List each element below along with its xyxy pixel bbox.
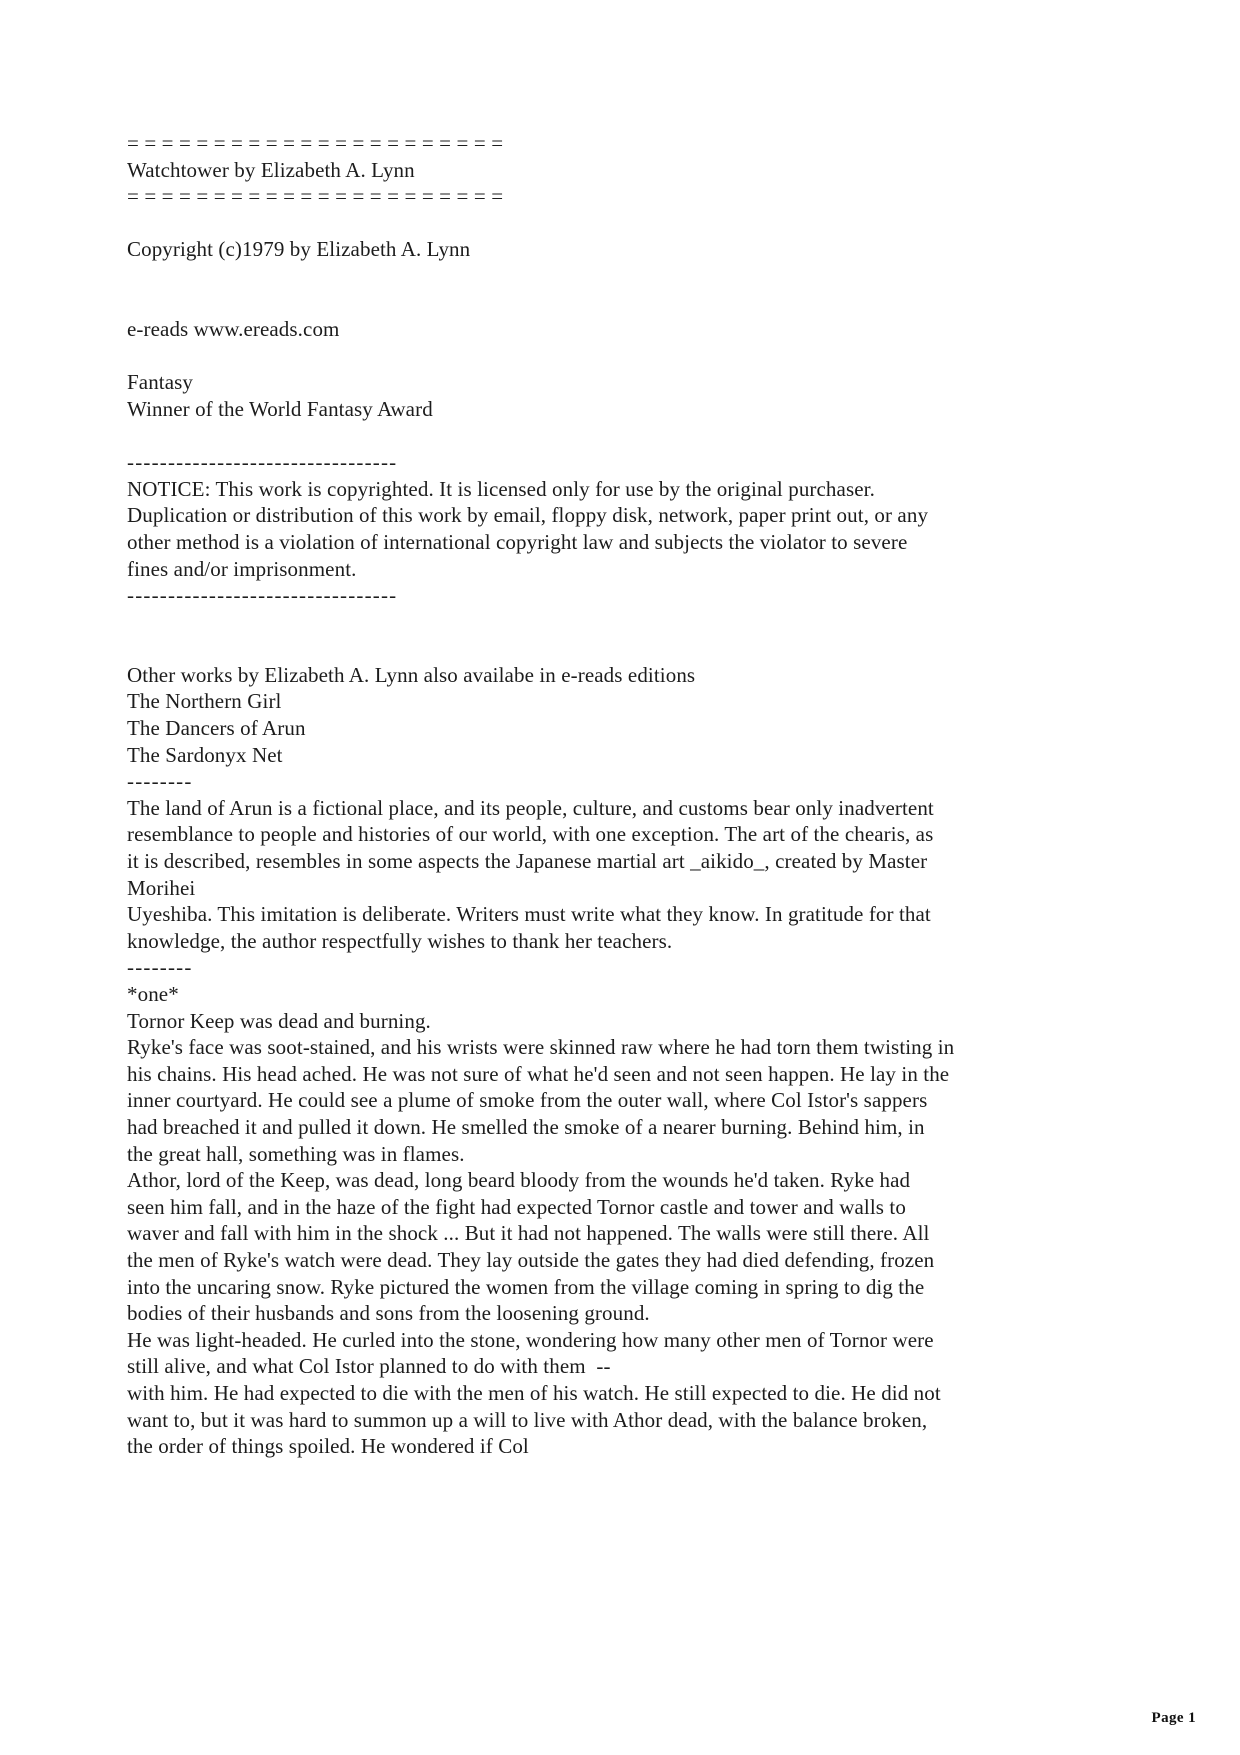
separator-line: ====================== <box>127 184 509 209</box>
text-line <box>127 609 1200 636</box>
separator-line: --------------------------------- <box>127 583 398 608</box>
text-line: The Sardonyx Net <box>127 742 283 767</box>
text-line <box>127 423 1200 450</box>
text-line <box>127 263 1200 290</box>
text-line: The Northern Girl <box>127 689 282 714</box>
text-line <box>127 635 1200 662</box>
document-text <box>127 130 1200 1460</box>
text-line <box>127 210 1200 237</box>
text-line: bodies of their husbands and sons from the loosening ground. <box>127 1301 650 1326</box>
text-line: inner courtyard. He could see a plume of smoke from the outer wall, where Col Istor's sappers <box>127 1088 928 1113</box>
text-line: Morihei <box>127 875 196 900</box>
text-line <box>127 290 1200 317</box>
separator-line: -------- <box>127 769 193 794</box>
text-line: Watchtower by Elizabeth A. Lynn <box>127 157 415 182</box>
text-line: The land of Arun is a fictional place, and its people, culture, and customs bear only inadvertent <box>127 795 934 820</box>
text-line: *one* <box>127 982 179 1006</box>
page-number: Page 1 <box>1151 1710 1196 1726</box>
text-line <box>127 343 1200 370</box>
text-line: He was light-headed. He curled into the stone, wondering how many other men of Tornor were <box>127 1327 934 1352</box>
text-line: Fantasy <box>127 370 194 395</box>
text-line: resemblance to people and histories of our world, with one exception. The art of the chearis, as <box>127 822 934 847</box>
text-line: Winner of the World Fantasy Award <box>127 396 433 421</box>
text-line: his chains. His head ached. He was not sure of what he'd seen and not seen happen. He lay in the <box>127 1061 950 1086</box>
text-line: still alive, and what Col Istor planned to do with them -- <box>127 1354 611 1379</box>
text-line: Ryke's face was soot-stained, and his wrists were skinned raw where he had torn them twisting in <box>127 1035 955 1060</box>
text-line: fines and/or imprisonment. <box>127 556 357 581</box>
text-line: the great hall, something was in flames. <box>127 1141 465 1166</box>
separator-line: ====================== <box>127 131 509 155</box>
separator-line: --------------------------------- <box>127 450 398 475</box>
separator-line: -------- <box>127 955 193 980</box>
text-line: Duplication or distribution of this work by email, floppy disk, network, paper print out, or any <box>127 503 929 528</box>
text-line: The Dancers of Arun <box>127 716 306 741</box>
text-line: knowledge, the author respectfully wishes to thank her teachers. <box>127 928 673 953</box>
text-line: the order of things spoiled. He wondered if Col <box>127 1434 529 1459</box>
text-line: Tornor Keep was dead and burning. <box>127 1008 431 1033</box>
text-line: other method is a violation of international copyright law and subjects the violator to severe <box>127 529 908 554</box>
text-line: Copyright (c)1979 by Elizabeth A. Lynn <box>127 237 471 262</box>
text-line: NOTICE: This work is copyrighted. It is licensed only for use by the original purchaser. <box>127 476 875 501</box>
text-line: with him. He had expected to die with the men of his watch. He still expected to die. He did not <box>127 1380 941 1405</box>
text-line: e-reads www.ereads.com <box>127 317 340 342</box>
text-line: Uyeshiba. This imitation is deliberate. Writers must write what they know. In gratitude for that <box>127 902 931 927</box>
text-line: it is described, resembles in some aspects the Japanese martial art _aikido_, created by Master <box>127 849 928 874</box>
text-line: seen him fall, and in the haze of the fight had expected Tornor castle and tower and walls to <box>127 1194 906 1219</box>
text-line: into the uncaring snow. Ryke pictured the women from the village coming in spring to dig the <box>127 1274 925 1299</box>
text-line: the men of Ryke's watch were dead. They lay outside the gates they had died defending, frozen <box>127 1247 935 1272</box>
text-line: waver and fall with him in the shock ... But it had not happened. The walls were still there. All <box>127 1221 930 1246</box>
text-line: Athor, lord of the Keep, was dead, long beard bloody from the wounds he'd taken. Ryke had <box>127 1168 911 1193</box>
text-line: Other works by Elizabeth A. Lynn also availabe in e-reads editions <box>127 662 696 687</box>
text-line: had breached it and pulled it down. He smelled the smoke of a nearer burning. Behind him, in <box>127 1114 925 1139</box>
text-line: want to, but it was hard to summon up a will to live with Athor dead, with the balance broken, <box>127 1407 928 1432</box>
